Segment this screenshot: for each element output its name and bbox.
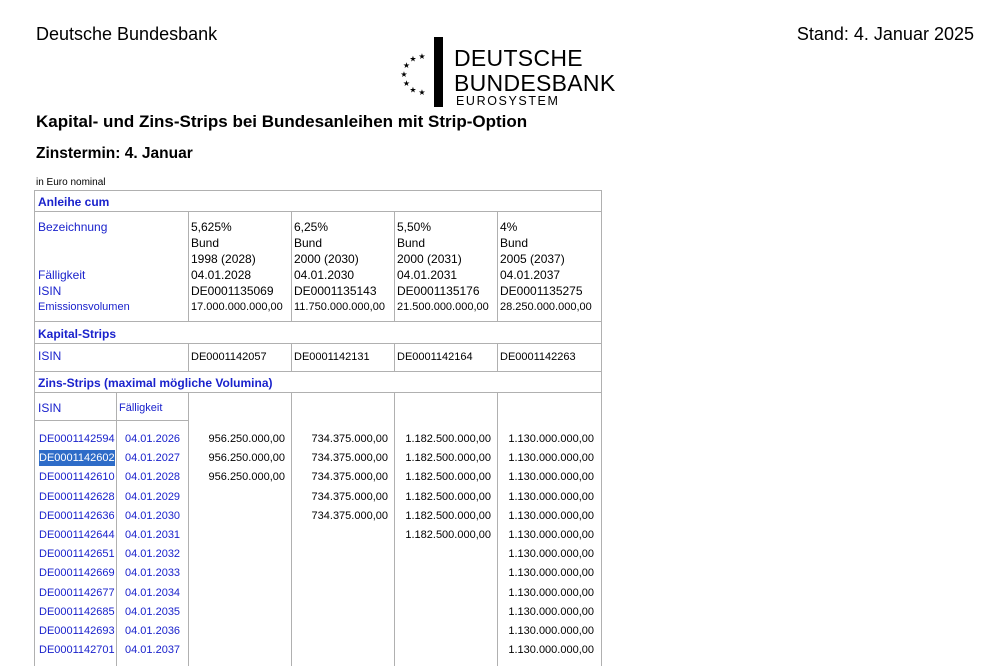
- zins-strip-volume: 1.182.500.000,00: [405, 490, 491, 503]
- zins-strip-date: 04.01.2036: [125, 625, 181, 637]
- zins-strip-isin[interactable]: DE0001142594: [39, 433, 115, 445]
- col-divider: [394, 343, 395, 371]
- zins-strip-volume: 1.130.000.000,00: [508, 490, 594, 503]
- zins-strip-date: 04.01.2037: [125, 644, 181, 657]
- zins-strip-isin[interactable]: DE0001142636: [39, 509, 115, 522]
- col-divider: [394, 392, 395, 666]
- bond-type: Bund: [191, 236, 220, 250]
- star-icon: ★: [402, 61, 410, 70]
- zins-strip-volume: 1.182.500.000,00: [405, 509, 491, 522]
- col-divider: [188, 211, 189, 321]
- bond-maturity: 04.01.2037: [500, 268, 561, 282]
- section-kapital-strips: Kapital-Strips: [38, 327, 117, 341]
- star-icon: ★: [418, 88, 426, 97]
- page-subtitle: Zinstermin: 4. Januar: [36, 145, 193, 162]
- zins-strip-volume: 1.130.000.000,00: [508, 605, 594, 618]
- bond-volume: 28.250.000.000,00: [500, 301, 592, 313]
- divider: [35, 321, 601, 322]
- issuer-name: Deutsche Bundesbank: [36, 24, 218, 44]
- col-divider: [291, 343, 292, 371]
- bond-series: 2000 (2030): [294, 252, 359, 266]
- bond-series: 2000 (2031): [397, 252, 462, 266]
- bond-isin: DE0001135275: [500, 284, 583, 298]
- star-icon: ★: [400, 70, 408, 79]
- zins-strip-volume: 734.375.000,00: [311, 490, 388, 503]
- strips-table: [34, 190, 602, 666]
- divider: [35, 211, 601, 212]
- col-divider: [188, 343, 189, 371]
- zins-strip-volume: 1.130.000.000,00: [508, 548, 594, 561]
- zins-strip-volume: 1.182.500.000,00: [405, 471, 491, 484]
- col-divider: [497, 343, 498, 371]
- zins-strip-volume: 1.130.000.000,00: [508, 509, 594, 522]
- divider: [35, 420, 188, 421]
- zins-strip-volume: 734.375.000,00: [311, 433, 388, 445]
- zins-strip-volume: 956.250.000,00: [208, 471, 285, 484]
- zins-strip-isin[interactable]: DE0001142685: [39, 605, 115, 618]
- logo-text-line2: BUNDESBANK: [454, 70, 616, 96]
- status-date: Stand: 4. Januar 2025: [796, 24, 974, 44]
- bond-maturity: 04.01.2030: [294, 268, 355, 282]
- bond-series: 2005 (2037): [500, 252, 565, 266]
- zins-strip-volume: 1.182.500.000,00: [405, 452, 491, 465]
- kapital-strip-isin: DE0001142164: [397, 351, 473, 363]
- bond-isin: DE0001135143: [294, 284, 377, 298]
- col-divider: [497, 392, 498, 666]
- logo-text-line3: EUROSYSTEM: [456, 94, 560, 108]
- zins-strip-date: 04.01.2028: [125, 471, 181, 484]
- kapital-strip-isin: DE0001142263: [500, 351, 576, 363]
- col-divider: [394, 211, 395, 321]
- bond-type: Bund: [397, 236, 426, 250]
- zins-strip-volume: 1.130.000.000,00: [508, 471, 594, 484]
- bond-isin: DE0001135069: [191, 284, 274, 298]
- zins-strip-isin[interactable]: DE0001142610: [39, 471, 115, 484]
- logo-bar: [434, 37, 443, 107]
- zins-strip-isin[interactable]: DE0001142644: [39, 529, 115, 541]
- star-icon: ★: [402, 79, 410, 88]
- zins-strip-date: 04.01.2032: [125, 548, 181, 561]
- zins-strip-volume: 1.130.000.000,00: [508, 433, 594, 445]
- label-bezeichnung: Bezeichnung: [38, 220, 108, 234]
- divider: [35, 392, 601, 393]
- col-divider: [116, 392, 117, 666]
- col-divider: [291, 211, 292, 321]
- zins-strip-volume: 1.130.000.000,00: [508, 452, 594, 465]
- bond-type: Bund: [294, 236, 323, 250]
- zins-strip-volume: 1.182.500.000,00: [405, 433, 491, 445]
- zins-strip-volume: 734.375.000,00: [311, 509, 388, 522]
- bond-rate: 6,25%: [294, 220, 329, 234]
- kapital-strip-isin: DE0001142057: [191, 351, 267, 363]
- zins-strip-isin[interactable]: DE0001142669: [39, 567, 115, 580]
- zins-strip-isin[interactable]: DE0001142677: [39, 586, 115, 599]
- bond-series: 1998 (2028): [191, 252, 256, 266]
- col-divider: [291, 392, 292, 666]
- kapital-isin-label: ISIN: [38, 349, 62, 363]
- bundesbank-logo: [400, 37, 616, 108]
- zins-strip-volume: 956.250.000,00: [208, 452, 285, 465]
- zins-strip-date: 04.01.2034: [125, 586, 181, 599]
- bond-rate: 4%: [500, 220, 518, 234]
- zins-strip-volume: 1.130.000.000,00: [508, 567, 594, 580]
- zins-strip-date: 04.01.2027: [125, 452, 181, 465]
- label-emissionsvolumen: Emissionsvolumen: [38, 301, 130, 313]
- zins-strip-volume: 1.130.000.000,00: [508, 586, 594, 599]
- section-anleihe-cum: Anleihe cum: [38, 195, 110, 209]
- bond-maturity: 04.01.2028: [191, 268, 252, 282]
- section-zins-strips: Zins-Strips (maximal mögliche Volumina): [38, 376, 273, 390]
- zins-strip-date: 04.01.2026: [125, 433, 181, 445]
- page-title: Kapital- und Zins-Strips bei Bundesanleihen mit Strip-Option: [36, 112, 528, 131]
- bond-type: Bund: [500, 236, 529, 250]
- zins-strip-volume: 1.182.500.000,00: [405, 529, 491, 541]
- star-icon: ★: [418, 52, 426, 61]
- zins-strip-date: 04.01.2035: [125, 605, 181, 618]
- zins-header-faelligkeit: Fälligkeit: [119, 402, 163, 414]
- divider: [35, 343, 601, 344]
- zins-strip-isin[interactable]: DE0001142602: [39, 452, 115, 465]
- label-isin: ISIN: [38, 284, 62, 298]
- zins-strip-isin[interactable]: DE0001142628: [39, 490, 115, 503]
- zins-header-isin: ISIN: [38, 401, 62, 415]
- col-divider: [497, 211, 498, 321]
- star-icon: ★: [409, 85, 417, 95]
- zins-strip-volume: 1.130.000.000,00: [508, 529, 594, 541]
- bond-isin: DE0001135176: [397, 284, 480, 298]
- bond-rate: 5,625%: [191, 220, 232, 234]
- zins-strip-date: 04.01.2030: [125, 509, 181, 522]
- bond-maturity: 04.01.2031: [397, 268, 458, 282]
- zins-strip-date: 04.01.2033: [125, 567, 181, 580]
- bond-volume: 11.750.000.000,00: [294, 301, 385, 313]
- zins-strip-volume: 734.375.000,00: [311, 471, 388, 484]
- bond-volume: 17.000.000.000,00: [191, 301, 283, 313]
- zins-strip-date: 04.01.2029: [125, 490, 181, 503]
- kapital-strip-isin: DE0001142131: [294, 351, 370, 363]
- bond-volume: 21.500.000.000,00: [397, 301, 489, 313]
- zins-strip-volume: 734.375.000,00: [311, 452, 388, 465]
- unit-note: in Euro nominal: [36, 177, 106, 188]
- zins-strip-volume: 956.250.000,00: [208, 433, 285, 445]
- bond-rate: 5,50%: [397, 220, 432, 234]
- divider: [35, 371, 601, 372]
- logo-text-line1: DEUTSCHE: [454, 45, 583, 71]
- zins-strip-volume: 1.130.000.000,00: [508, 625, 594, 637]
- star-icon: ★: [409, 54, 417, 64]
- zins-strip-isin[interactable]: DE0001142693: [39, 625, 115, 637]
- zins-strip-volume: 1.130.000.000,00: [508, 644, 594, 657]
- zins-strip-isin[interactable]: DE0001142701: [39, 644, 115, 657]
- col-divider: [188, 392, 189, 666]
- zins-strip-isin[interactable]: DE0001142651: [39, 548, 115, 561]
- label-faelligkeit: Fälligkeit: [38, 268, 86, 282]
- zins-strip-date: 04.01.2031: [125, 529, 181, 541]
